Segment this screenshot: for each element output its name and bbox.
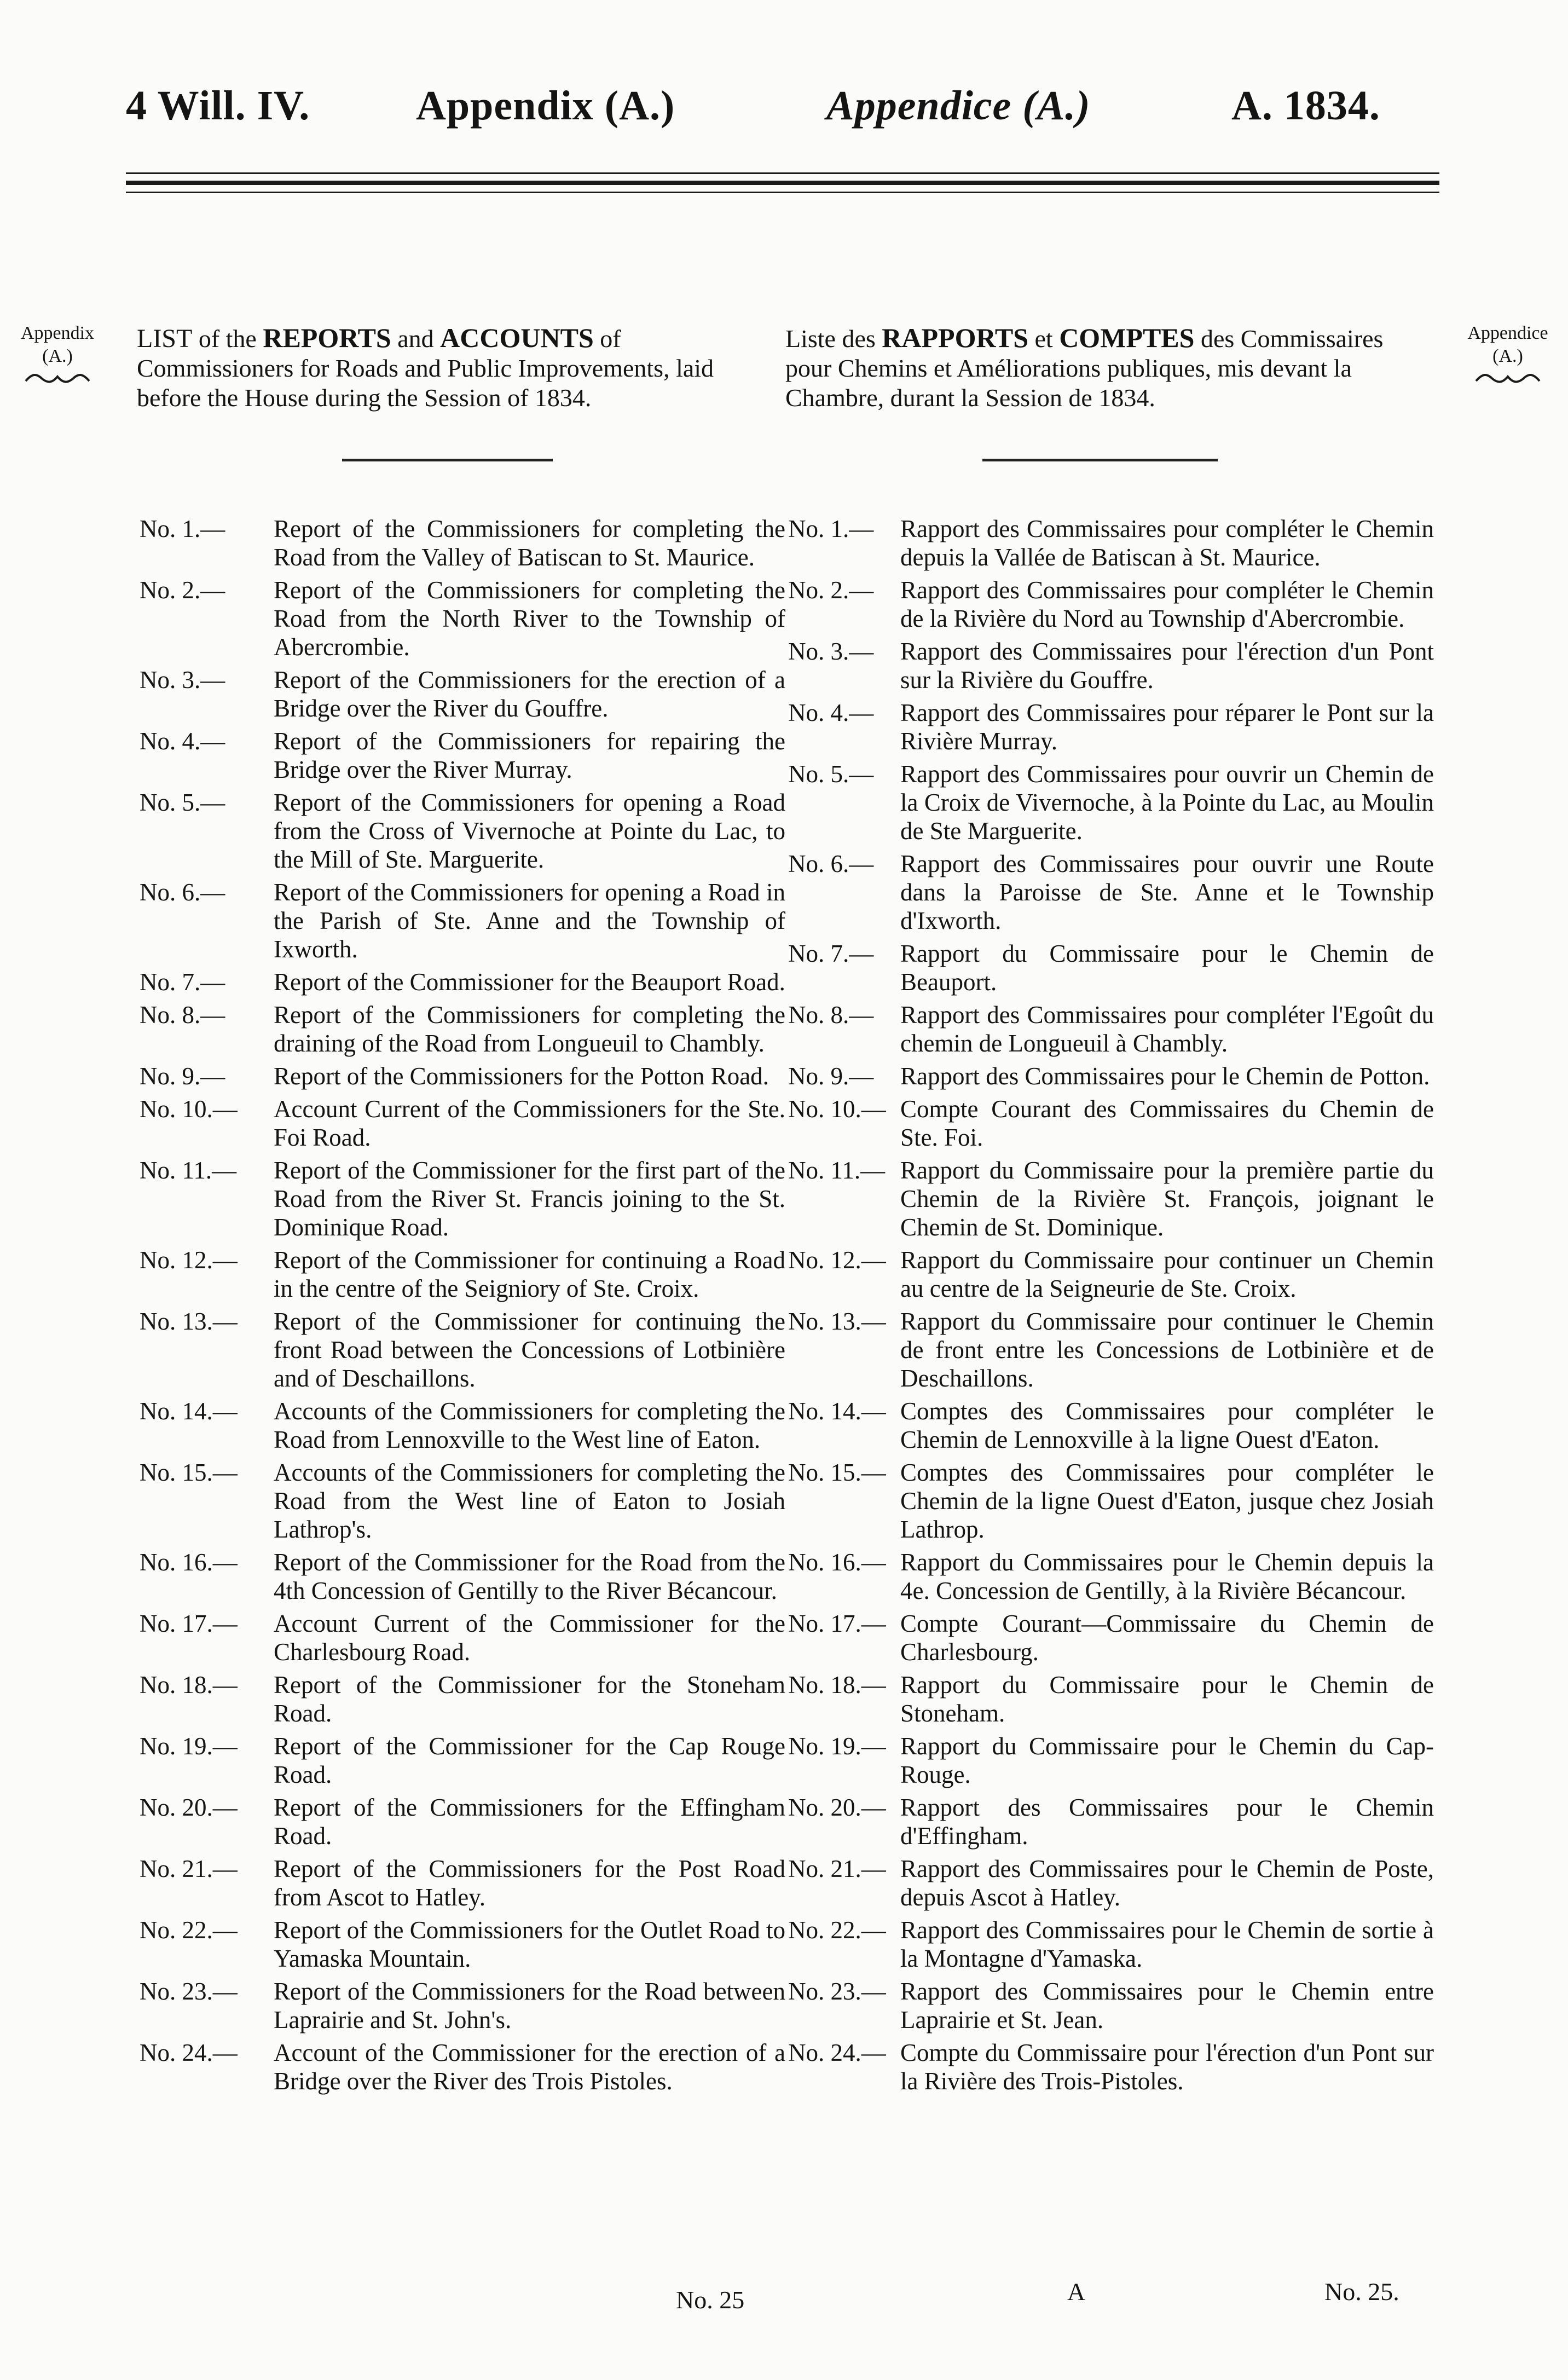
list-item — [140, 1458, 785, 1544]
item-text: Account Current of the Commissioners for the Ste. Foi Road. — [274, 1095, 785, 1151]
intro-fr-comptes: COMPTES — [1059, 322, 1195, 353]
list-item — [140, 788, 785, 874]
item-number: No. 5.— — [140, 789, 225, 816]
item-number: No. 10.— — [788, 1095, 886, 1123]
item-text: Report of the Commissioner for the Road from the 4th Concession of Gentilly to the River Bécancour. — [274, 1549, 785, 1604]
intro-en-reports: REPORTS — [263, 322, 391, 353]
list-item — [788, 1732, 1434, 1789]
header-rule-thin-lower — [126, 192, 1439, 193]
list-item — [788, 1793, 1434, 1850]
list-item — [788, 1246, 1434, 1303]
item-number: No. 23.— — [788, 1978, 886, 2005]
list-item — [140, 1246, 785, 1303]
item-text: Rapport des Commissaires pour le Chemin de Potton. — [900, 1062, 1430, 1090]
item-number: No. 7.— — [788, 940, 874, 967]
item-text: Rapport des Commissaires pour le Chemin entre Laprairie et St. Jean. — [900, 1978, 1434, 2034]
item-text: Rapport des Commissaires pour compléter le Chemin de la Rivière du Nord au Township d'Abercrombie. — [900, 576, 1434, 632]
intro-fr-rapports: RAPPORTS — [882, 322, 1028, 353]
item-text: Report of the Commissioners for the Outlet Road to Yamaska Mountain. — [274, 1916, 785, 1972]
item-number: No. 2.— — [140, 576, 225, 604]
list-item — [140, 968, 785, 996]
item-number: No. 9.— — [788, 1062, 874, 1090]
list-item — [140, 1855, 785, 1911]
item-number: No. 11.— — [140, 1157, 237, 1184]
item-number: No. 15.— — [140, 1459, 238, 1486]
list-item — [140, 576, 785, 661]
item-number: No. 2.— — [788, 576, 874, 604]
catchword-en: No. 25 — [676, 2286, 745, 2314]
item-text: Account of the Commissioner for the erection of a Bridge over the River des Trois Pistoles. — [274, 2039, 785, 2095]
item-number: No. 5.— — [788, 760, 874, 788]
intro-fr — [785, 323, 1426, 413]
item-text: Compte Courant des Commissaires du Chemin de Ste. Foi. — [900, 1095, 1434, 1151]
item-number: No. 20.— — [140, 1794, 238, 1821]
list-item — [140, 1307, 785, 1393]
list-item — [788, 1095, 1434, 1152]
item-number: No. 11.— — [788, 1157, 886, 1184]
item-number: No. 4.— — [788, 699, 874, 726]
item-number: No. 3.— — [788, 638, 874, 665]
intro-fr-start: Liste des — [785, 325, 882, 353]
item-text: Rapport des Commissaires pour ouvrir un Chemin de la Croix de Vivernoche, à la Pointe du Lac, au Moulin de Ste Marguerite. — [900, 760, 1434, 845]
item-text: Rapport du Commissaire pour le Chemin du Cap-Rouge. — [900, 1732, 1434, 1788]
item-number: No. 24.— — [788, 2039, 886, 2066]
list-item — [788, 1609, 1434, 1666]
item-text: Report of the Commissioners for completing the Road from the Valley of Batiscan to St. Maurice. — [274, 515, 785, 571]
item-text: Report of the Commissioners for completing the draining of the Road from Longueuil to Chambly. — [274, 1001, 785, 1057]
margin-label-right-text: Appendice — [1467, 323, 1548, 343]
item-number: No. 6.— — [140, 879, 225, 906]
item-number: No. 14.— — [788, 1397, 886, 1425]
item-number: No. 10.— — [140, 1095, 238, 1123]
french-list — [788, 515, 1434, 2100]
item-text: Report of the Commissioners for opening a Road in the Parish of Ste. Anne and the Township of Ixworth. — [274, 879, 785, 963]
list-item — [788, 1916, 1434, 1973]
list-item — [788, 1397, 1434, 1454]
item-text: Report of the Commissioner for the Cap Rouge Road. — [274, 1732, 785, 1788]
item-number: No. 17.— — [140, 1610, 238, 1637]
item-text: Rapport du Commissaire pour le Chemin de Beauport. — [900, 940, 1434, 996]
list-item — [788, 576, 1434, 633]
item-text: Rapport du Commissaire pour la première partie du Chemin de la Rivière St. François, joignant le Chemin de St. Dominique. — [900, 1157, 1434, 1241]
list-item — [788, 2038, 1434, 2095]
list-item — [788, 760, 1434, 845]
item-text: Comptes des Commissaires pour compléter le Chemin de Lennoxville à la ligne Ouest d'Eaton. — [900, 1397, 1434, 1453]
item-number: No. 21.— — [140, 1855, 238, 1882]
item-number: No. 24.— — [140, 2039, 238, 2066]
item-text: Rapport des Commissaires pour compléter l'Egoût du chemin de Longueuil à Chambly. — [900, 1001, 1434, 1057]
item-number: No. 9.— — [140, 1062, 225, 1090]
margin-label-right — [1461, 322, 1554, 384]
item-number: No. 13.— — [788, 1308, 886, 1335]
item-number: No. 21.— — [788, 1855, 886, 1882]
item-number: No. 18.— — [140, 1671, 238, 1699]
item-number: No. 14.— — [140, 1397, 238, 1425]
list-item — [140, 1732, 785, 1789]
margin-label-left-sub: (A.) — [42, 346, 73, 366]
list-item — [788, 939, 1434, 996]
intro-fr-et: et — [1028, 325, 1060, 353]
item-number: No. 16.— — [140, 1549, 238, 1576]
list-item — [140, 878, 785, 963]
signature-mark: A — [1067, 2278, 1086, 2306]
margin-label-left — [11, 322, 104, 384]
margin-label-left-text: Appendix — [20, 323, 95, 343]
list-item — [788, 1977, 1434, 2034]
list-item — [788, 1548, 1434, 1605]
regnal-year: 4 Will. IV. — [126, 83, 310, 129]
item-number: No. 17.— — [788, 1610, 886, 1637]
item-text: Report of the Commissioners for the Potton Road. — [274, 1062, 769, 1090]
item-text: Accounts of the Commissioners for completing the Road from the West line of Eaton to Josiah Lathrop's. — [274, 1459, 785, 1543]
list-item — [140, 2038, 785, 2095]
item-text: Report of the Commissioners for repairing the Bridge over the River Murray. — [274, 727, 785, 783]
wave-ornament-icon — [1475, 371, 1541, 384]
list-item — [140, 1001, 785, 1058]
item-text: Rapport du Commissaires pour le Chemin depuis la 4e. Concession de Gentilly, à la Rivière Bécancour. — [900, 1549, 1434, 1604]
item-number: No. 12.— — [788, 1246, 886, 1274]
list-item — [788, 1855, 1434, 1911]
margin-label-right-sub: (A.) — [1492, 346, 1523, 366]
list-item — [140, 1397, 785, 1454]
item-text: Rapport des Commissaires pour ouvrir une Route dans la Paroisse de Ste. Anne et le Township d'Ixworth. — [900, 850, 1434, 934]
wave-ornament-icon — [25, 371, 90, 384]
item-text: Compte Courant—Commissaire du Chemin de Charlesbourg. — [900, 1610, 1434, 1666]
header-rule-thick — [126, 181, 1439, 185]
item-number: No. 6.— — [788, 850, 874, 877]
item-text: Report of the Commissioners for the Effingham Road. — [274, 1794, 785, 1850]
item-text: Rapport du Commissaire pour le Chemin de Stoneham. — [900, 1671, 1434, 1727]
item-text: Rapport des Commissaires pour réparer le Pont sur la Rivière Murray. — [900, 699, 1434, 755]
item-text: Report of the Commissioner for the Stoneham Road. — [274, 1671, 785, 1727]
item-text: Rapport du Commissaire pour continuer le Chemin de front entre les Concessions de Lotbinière et de Deschaillons. — [900, 1308, 1434, 1392]
item-number: No. 1.— — [788, 515, 874, 542]
list-item — [788, 1458, 1434, 1544]
running-header — [126, 82, 1439, 131]
list-item — [788, 698, 1434, 755]
list-item — [140, 1793, 785, 1850]
item-number: No. 7.— — [140, 968, 225, 996]
english-list — [140, 515, 785, 2100]
list-item — [788, 1307, 1434, 1393]
item-text: Report of the Commissioners for the Post Road from Ascot to Hatley. — [274, 1855, 785, 1911]
list-item — [140, 1062, 785, 1090]
list-item — [140, 666, 785, 723]
item-number: No. 1.— — [140, 515, 225, 542]
item-number: No. 18.— — [788, 1671, 886, 1699]
item-number: No. 3.— — [140, 666, 225, 694]
item-text: Rapport du Commissaire pour continuer un Chemin au centre de la Seigneurie de Ste. Croix. — [900, 1246, 1434, 1302]
item-text: Report of the Commissioners for the erection of a Bridge over the River du Gouffre. — [274, 666, 785, 722]
item-number: No. 8.— — [140, 1001, 225, 1029]
item-text: Rapport des Commissaires pour le Chemin de sortie à la Montagne d'Yamaska. — [900, 1916, 1434, 1972]
appendix-title-en: Appendix (A.) — [416, 83, 675, 129]
list-item — [788, 1001, 1434, 1058]
item-number: No. 4.— — [140, 727, 225, 755]
appendix-title-fr: Appendice (A.) — [826, 83, 1091, 129]
item-text: Account Current of the Commissioner for the Charlesbourg Road. — [274, 1610, 785, 1666]
item-text: Rapport des Commissaires pour le Chemin d'Effingham. — [900, 1794, 1434, 1850]
separator-right — [982, 459, 1218, 461]
list-item — [788, 637, 1434, 694]
list-item — [140, 727, 785, 784]
intro-en-accounts: ACCOUNTS — [440, 322, 594, 353]
item-number: No. 16.— — [788, 1549, 886, 1576]
item-text: Report of the Commissioner for the first part of the Road from the River St. Francis joining to the St. Dominique Road. — [274, 1157, 785, 1241]
item-number: No. 19.— — [140, 1732, 238, 1760]
item-number: No. 15.— — [788, 1459, 886, 1486]
list-item — [788, 850, 1434, 935]
list-item — [788, 1062, 1434, 1090]
intro-en — [137, 323, 755, 413]
item-text: Rapport des Commissaires pour l'érection d'un Pont sur la Rivière du Gouffre. — [900, 638, 1434, 694]
item-number: No. 19.— — [788, 1732, 886, 1760]
item-number: No. 22.— — [140, 1916, 238, 1944]
item-text: Compte du Commissaire pour l'érection d'un Pont sur la Rivière des Trois-Pistoles. — [900, 2039, 1434, 2095]
item-text: Report of the Commissioners for the Road between Laprairie and St. John's. — [274, 1978, 785, 2034]
separator-left — [342, 459, 553, 461]
item-number: No. 13.— — [140, 1308, 238, 1335]
item-text: Rapport des Commissaires pour le Chemin de Poste, depuis Ascot à Hatley. — [900, 1855, 1434, 1911]
intro-en-and: and — [391, 325, 441, 353]
item-text: Comptes des Commissaires pour compléter le Chemin de la ligne Ouest d'Eaton, jusque chez Josiah Lathrop. — [900, 1459, 1434, 1543]
list-item — [140, 1977, 785, 2034]
item-text: Report of the Commissioners for opening a Road from the Cross of Vivernoche at Pointe du Lac, to the Mill of Ste. Marguerite. — [274, 789, 785, 873]
item-text: Accounts of the Commissioners for completing the Road from Lennoxville to the West line of Eaton. — [274, 1397, 785, 1453]
intro-en-rest: of Commissioners for Roads and Public Improvements, laid before the House during the Session of 1834. — [137, 325, 714, 412]
item-number: No. 23.— — [140, 1978, 238, 2005]
list-item — [788, 1671, 1434, 1728]
intro-en-lead: LIST — [137, 324, 193, 353]
year: A. 1834. — [1231, 83, 1380, 129]
item-number: No. 22.— — [788, 1916, 886, 1944]
list-item — [140, 1095, 785, 1152]
list-item — [788, 1156, 1434, 1241]
item-text: Rapport des Commissaires pour compléter le Chemin depuis la Vallée de Batiscan à St. Maurice. — [900, 515, 1434, 571]
list-item — [140, 1156, 785, 1241]
item-text: Report of the Commissioner for continuing a Road in the centre of the Seigniory of Ste. Croix. — [274, 1246, 785, 1302]
list-item — [140, 1671, 785, 1728]
item-number: No. 8.— — [788, 1001, 874, 1029]
item-number: No. 12.— — [140, 1246, 238, 1274]
item-text: Report of the Commissioner for the Beauport Road. — [274, 968, 785, 996]
item-text: Report of the Commissioners for completing the Road from the North River to the Township of Abercrombie. — [274, 576, 785, 661]
item-text: Report of the Commissioner for continuing the front Road between the Concessions of Lotbinière and of Deschaillons. — [274, 1308, 785, 1392]
list-item — [140, 1609, 785, 1666]
catchword-fr: No. 25. — [1324, 2278, 1399, 2306]
intro-en-of: of the — [192, 325, 263, 353]
item-number: No. 20.— — [788, 1794, 886, 1821]
list-item — [140, 1548, 785, 1605]
header-rule-thin — [126, 172, 1439, 174]
list-item — [140, 515, 785, 571]
intro-fr-rest: des Commissaires pour Chemins et Améliorations publiques, mis devant la Chambre, durant la Session de 1834. — [785, 325, 1384, 412]
list-item — [140, 1916, 785, 1973]
list-item — [788, 515, 1434, 571]
